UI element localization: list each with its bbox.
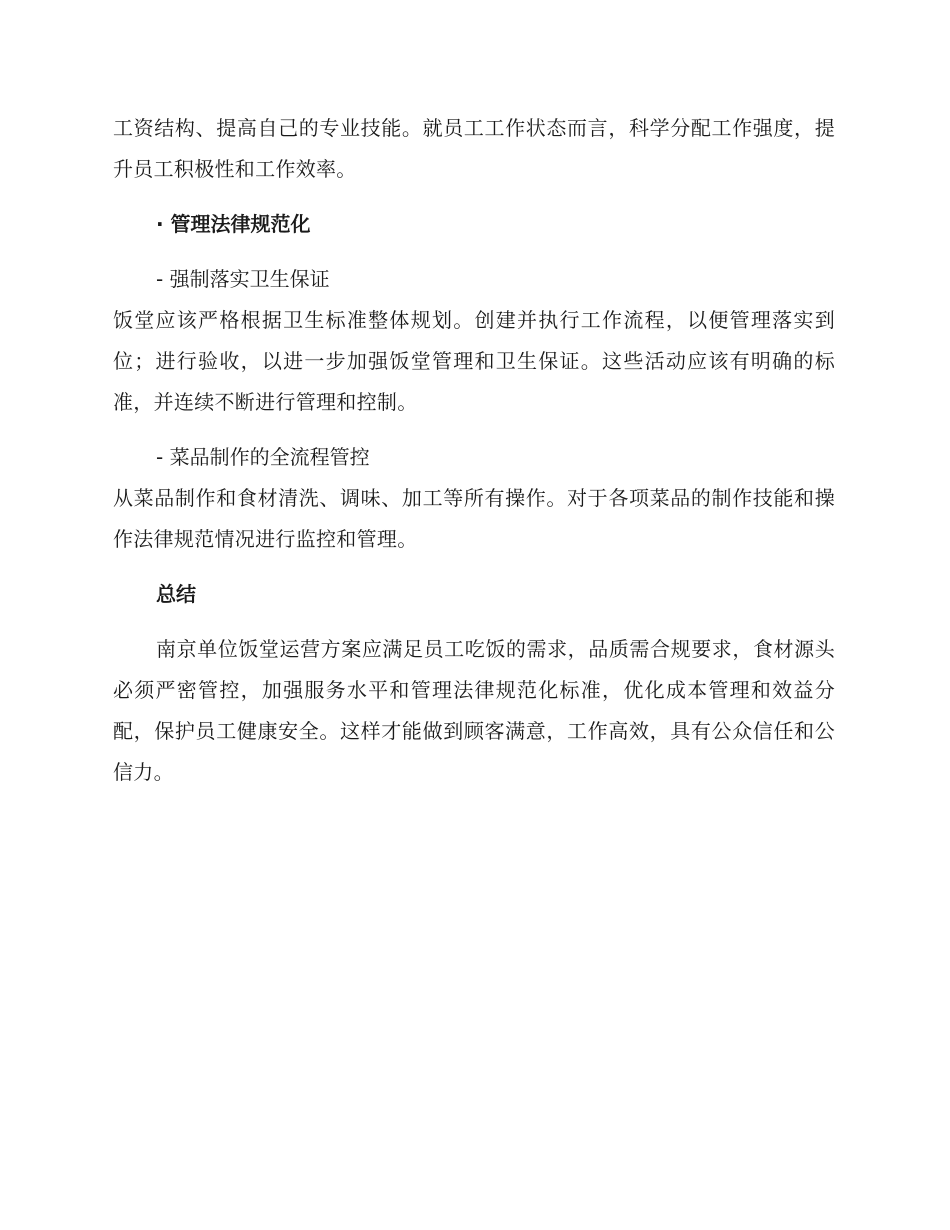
subheading-process-control: - 菜品制作的全流程管控: [156, 445, 370, 469]
document-body: [113, 108, 835, 793]
paragraph-process-control: 从菜品制作和食材清洗、调味、加工等所有操作。对于各项菜品的制作技能和操作法律规范情况进行监控和管理。: [113, 486, 835, 551]
intro-paragraph: 工资结构、提高自己的专业技能。就员工工作状态而言，科学分配工作强度，提升员工积极性和工作效率。: [113, 116, 835, 181]
summary-heading: 总结: [156, 582, 196, 606]
subheading-hygiene: - 强制落实卫生保证: [156, 267, 330, 291]
paragraph-hygiene: 饭堂应该严格根据卫生标准整体规划。创建并执行工作流程，以便管理落实到位；进行验收，以进一步加强饭堂管理和卫生保证。这些活动应该有明确的标准，并连续不断进行管理和控制。: [113, 308, 835, 414]
section-heading-legal: · 管理法律规范化: [156, 212, 311, 236]
summary-paragraph: 南京单位饭堂运营方案应满足员工吃饭的需求，品质需合规要求，食材源头必须严密管控，加强服务水平和管理法律规范化标准，优化成本管理和效益分配，保护员工健康安全。这样才能做到顾客满意，工作高效，具有公众信任和公信力。: [113, 637, 835, 784]
